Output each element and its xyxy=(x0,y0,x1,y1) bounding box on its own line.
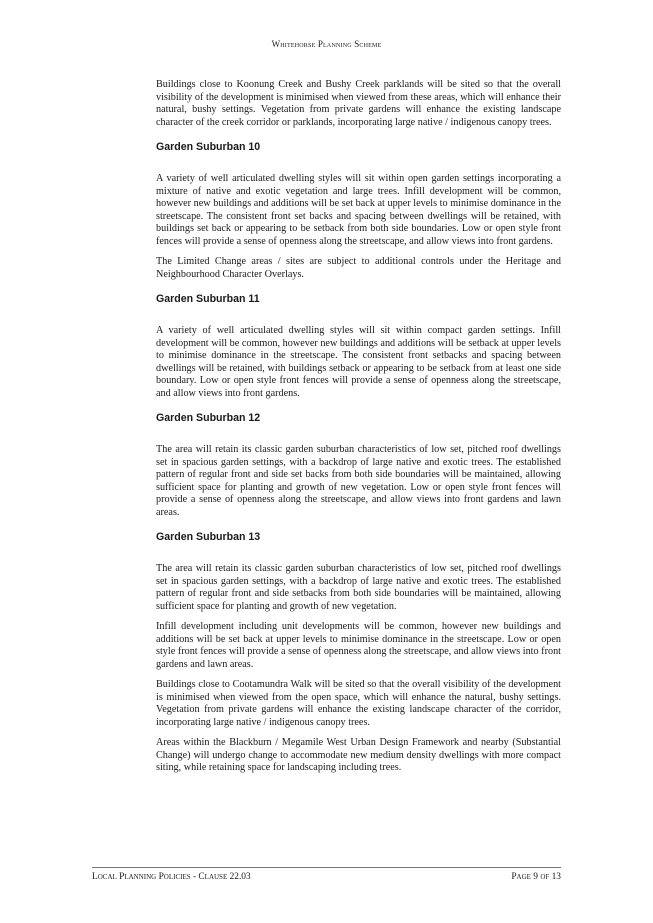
section-heading: Garden Suburban 13 xyxy=(156,531,261,543)
section-heading: Garden Suburban 10 xyxy=(156,141,261,153)
section-paragraph: Buildings close to Cootamundra Walk will be sited so that the overall visibility of the development is minimised when viewed from the open space, which will enhance the natural, bushy settings. Vegetation from private gardens will enhance the existing landscape character of the corridor, incorporating large native / indigenous canopy trees. xyxy=(156,679,561,728)
section-paragraph: The area will retain its classic garden suburban characteristics of low set, pitched roof dwellings set in spacious garden settings, with a backdrop of large native and exotic trees. The established pattern of regular front and side set backs from both side boundaries will be maintained, allowing sufficient space for planting and growth of new vegetation. Low or open style front fences will provide a sense of openness along the streetscape, and allow views into front gardens and lawn areas. xyxy=(156,444,561,518)
section-paragraph: The area will retain its classic garden suburban characteristics of low set, pitched roof dwellings set in spacious garden settings, with a backdrop of large native and exotic trees. The established pattern of regular front and side setbacks from both side boundaries will be maintained, allowing sufficient space for planting and growth of new vegetation. xyxy=(156,563,561,612)
section-paragraph: The Limited Change areas / sites are subject to additional controls under the Heritage and Neighbourhood Character Overlays. xyxy=(156,256,561,280)
section-paragraph: A variety of well articulated dwelling styles will sit within open garden settings incorporating a mixture of native and exotic vegetation and large trees. Infill development will be common, however new buildings and additions will be set back at upper levels to minimise dominance in the streetscape. The consistent front set backs and spacing between dwellings will be retained, with buildings set back or appearing to be setback from both side boundaries. Low or open style front fences will provide a sense of openness along the streetscape, and allow views into front gardens. xyxy=(156,173,561,247)
section-paragraph: A variety of well articulated dwelling styles will sit within compact garden settings. Infill development will be common, however new buildings and additions will be setback at upper levels to minimise dominance in the streetscape. The consistent front setbacks and spacing between dwellings will be retained, with buildings setback or appearing to be setback from at least one side boundary. Low or open style front fences will provide a sense of openness along the streetscape, and allow views into front gardens. xyxy=(156,325,561,399)
document-body xyxy=(156,79,561,783)
section-paragraph: Infill development including unit developments will be common, however new buildings and additions will be set back at upper levels to minimise dominance in the streetscape. Low or open style front fences will provide a sense of openness along the streetscape, and allow views into front gardens and lawn areas. xyxy=(156,621,561,670)
page-footer xyxy=(92,872,561,882)
page-number: Page 9 of 13 xyxy=(511,872,561,882)
footer-divider xyxy=(92,867,561,868)
section-heading: Garden Suburban 12 xyxy=(156,412,261,424)
section-paragraph: Areas within the Blackburn / Megamile West Urban Design Framework and nearby (Substantial Change) will undergo change to accommodate new medium density dwellings with more compact siting, while retaining space for landscaping including trees. xyxy=(156,737,561,773)
section-heading: Garden Suburban 11 xyxy=(156,293,260,305)
footer-clause: Local Planning Policies - Clause 22.03 xyxy=(92,872,251,882)
intro-paragraph: Buildings close to Koonung Creek and Bushy Creek parklands will be sited so that the overall visibility of the development is minimised when viewed from these areas, which will enhance their natural, bushy settings. Vegetation from private gardens will enhance the existing landscape character of the creek corridor or parklands, incorporating large native / indigenous canopy trees. xyxy=(156,79,561,128)
page-header: Whitehorse Planning Scheme xyxy=(271,39,382,49)
